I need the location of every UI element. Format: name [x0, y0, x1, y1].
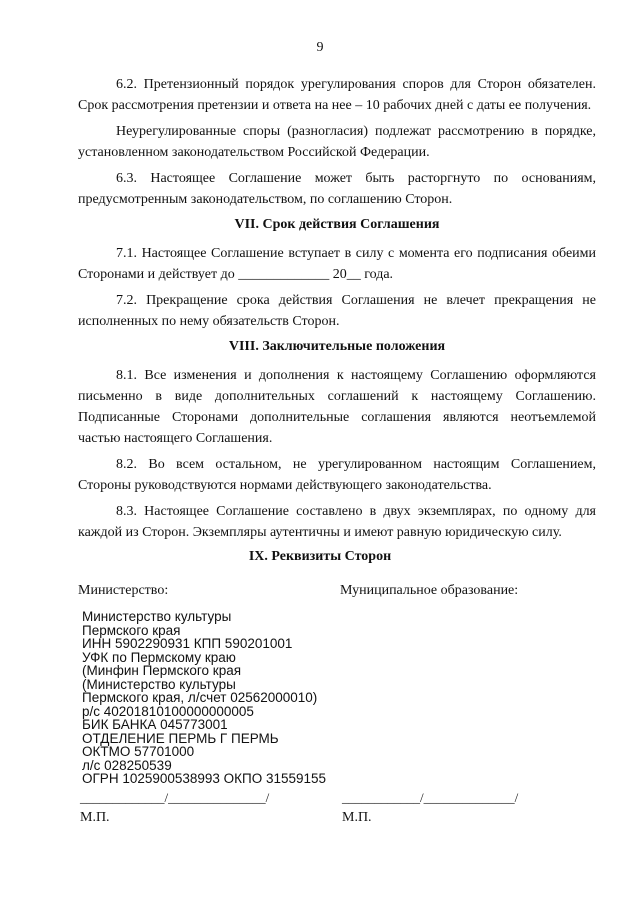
party-right-column [340, 582, 600, 600]
clause-7-1: 7.1. Настоящее Соглашение вступает в силу с момента его подписания обеими Сторонами и действует до _____________ 20__ года. [78, 246, 596, 282]
document-body [78, 74, 596, 548]
stamp-place-left: М.П. [80, 810, 110, 825]
party-right-title: Муниципальное образование: [340, 583, 519, 598]
page-number: 9 [316, 40, 324, 55]
ministry-detail-line: ОКТМО 57701000 [82, 744, 195, 759]
ministry-detail-line: л/с 028250539 [82, 757, 172, 773]
ministry-detail-line: Пермского края, л/счет 02562000010) [82, 690, 318, 705]
clause-8-1: 8.1. Все изменения и дополнения к настоящему Соглашению оформляются письменно в виде дополнительных соглашений к настоящему Соглашению. Подписанные Сторонами дополнительные соглашения являются неотъемлемой частью настоящего Соглашения. [78, 368, 596, 446]
clause-6-3: 6.3. Настоящее Соглашение может быть расторгнуто по основаниям, предусмотренным законодательством, по соглашению Сторон. [78, 171, 596, 207]
party-left-title: Министерство: [78, 583, 169, 598]
ministry-detail-line: Пермского края [82, 622, 181, 638]
section-7-heading: VII. Срок действия Соглашения [234, 217, 440, 232]
clause-6-2: 6.2. Претензионный порядок урегулирования споров для Сторон обязателен. Срок рассмотрения претензии и ответа на нее – 10 рабочих дней с даты ее получения. [78, 77, 596, 113]
section-8-heading: VIII. Заключительные положения [228, 339, 446, 354]
ministry-detail-line: (Минфин Пермского края [82, 663, 242, 678]
signature-line-right: ____________/______________/ [342, 790, 519, 805]
clause-6-2-disputes: Неурегулированные споры (разногласия) подлежат рассмотрению в порядке, установленном законодательством Российской Федерации. [78, 124, 596, 160]
party-left-column [78, 582, 338, 600]
ministry-detail-line: БИК БАНКА 045773001 [82, 717, 228, 732]
section-9-heading: IX. Реквизиты Сторон [248, 549, 392, 564]
ministry-detail-line: (Министерство культуры [82, 676, 236, 692]
ministry-details [82, 610, 342, 786]
ministry-detail-line: ИНН 5902290931 КПП 590201001 [82, 636, 293, 651]
signature-line-left: _____________/_______________/ [80, 790, 270, 805]
ministry-detail-line: р/с 40201810100000000005 [82, 703, 254, 719]
clause-8-2: 8.2. Во всем остальном, не урегулированном настоящим Соглашением, Стороны руководствуются нормами действующего законодательства. [78, 457, 596, 493]
stamp-place-right: М.П. [342, 810, 372, 825]
ministry-detail-line: Министерство культуры [82, 609, 232, 624]
clause-7-2: 7.2. Прекращение срока действия Соглашения не влечет прекращения не исполненных по нему обязательств Сторон. [78, 293, 596, 329]
ministry-detail-line: УФК по Пермскому краю [82, 649, 236, 665]
clause-8-3: 8.3. Настоящее Соглашение составлено в двух экземплярах, по одному для каждой из Сторон. Экземпляры аутентичны и имеют равную юридическую силу. [78, 504, 596, 540]
ministry-detail-line: ОТДЕЛЕНИЕ ПЕРМЬ Г ПЕРМЬ [82, 730, 279, 746]
ministry-detail-line: ОГРН 1025900538993 ОКПО 31559155 [82, 771, 327, 786]
